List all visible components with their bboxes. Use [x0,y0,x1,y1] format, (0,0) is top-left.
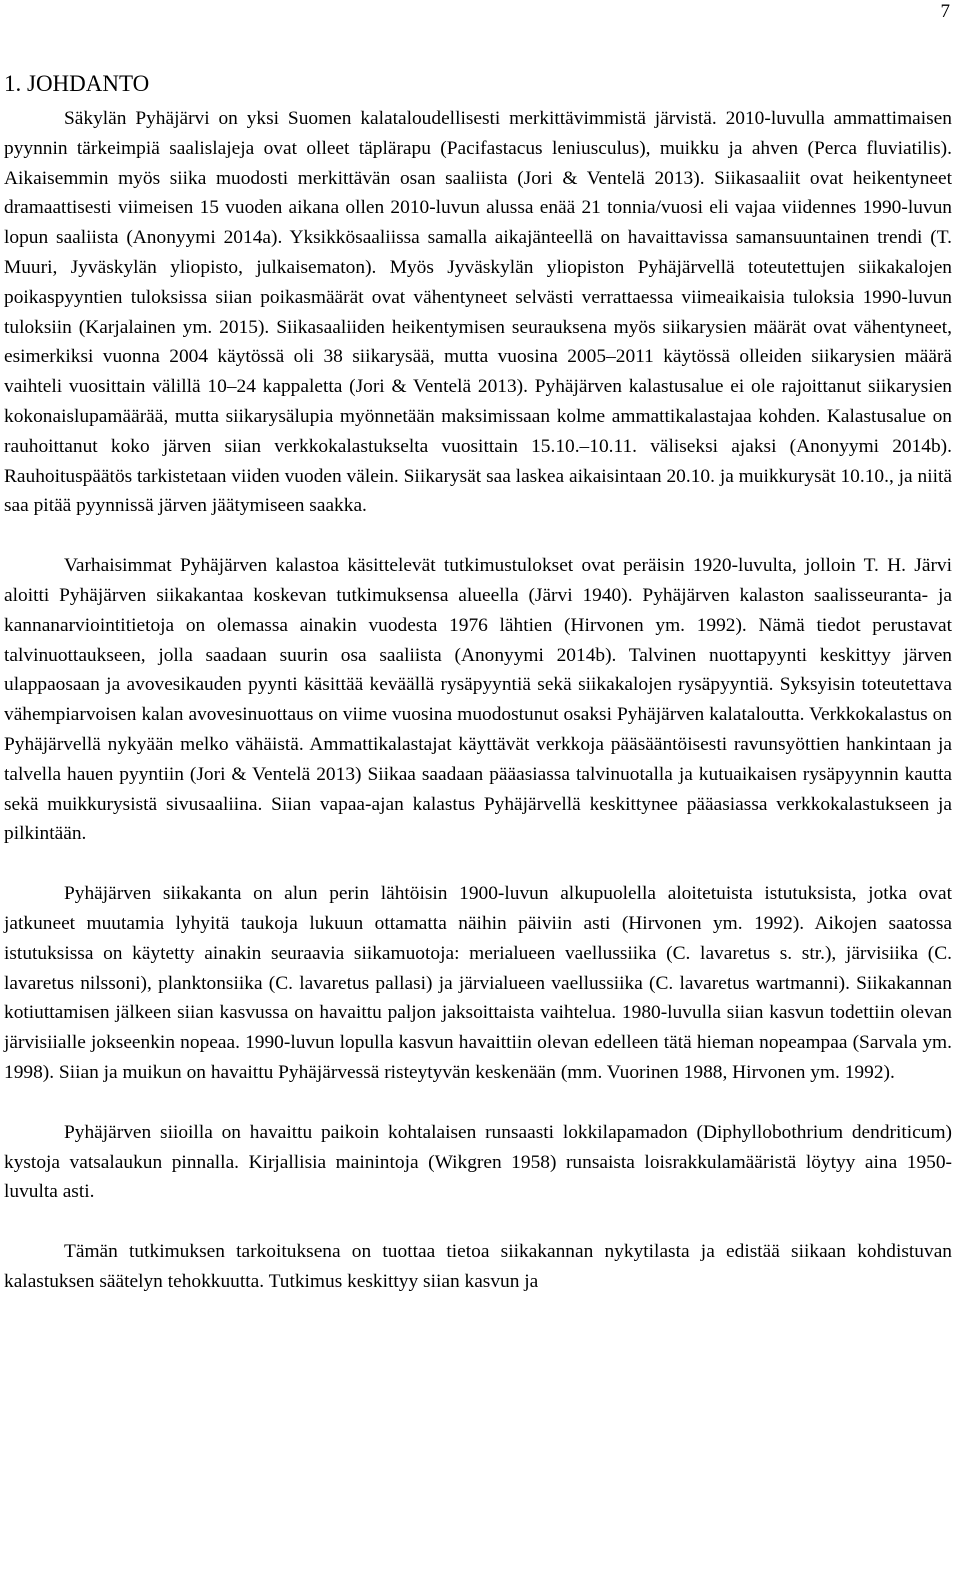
paragraph-2: Varhaisimmat Pyhäjärven kalastoa käsittelevät tutkimustulokset ovat peräisin 1920-luvulta, jolloin T. H. Järvi aloitti Pyhäjärven siikakantaa koskevan tutkimuksensa alueella (Järvi 1940). Pyhäjärven kalaston saalisseuranta- ja kannanarviointitietoja on olemassa ainakin vuodesta 1976 lähtien (Hirvonen ym. 1992). Nämä tiedot perustavat talvinuottaukseen, jolla saadaan suurin osa saaliista (Anonyymi 2014b). Talvinen nuottapyynti keskittyy järven ulappaosaan ja avovesikauden pyynti käsittää keväällä rysäpyyntiä sekä siikakalojen rysäpyyntiä. Syksyisin toteutettava vähempiarvoisen kalan avovesinuottaus on viime vuosina muodostunut osaksi Pyhäjärven kalataloutta. Verkkokalastus on Pyhäjärvellä nykyään melko vähäistä. Ammattikalastajat käyttävät verkkoja pääsääntöisesti ravunsyöttien hankintaan ja talvella hauen pyyntiin (Jori & Ventelä 2013) Siikaa saadaan pääasiassa talvinuotalla ja kutuaikaisen rysäpyynnin kautta sekä muikkurysistä sivusaaliina. Siian vapaa-ajan kalastus Pyhäjärvellä keskittynee pääasiassa verkkokalastukseen ja pilkintään. [4,555,952,845]
document-body [4,64,952,1297]
paragraph-5: Tämän tutkimuksen tarkoituksena on tuottaa tietoa siikakannan nykytilasta ja edistää siikaan kohdistuvan kalastuksen säätelyn tehokkuutta. Tutkimus keskittyy siian kasvun ja [4,1241,952,1292]
paragraph-1: Säkylän Pyhäjärvi on yksi Suomen kalataloudellisesti merkittävimmistä järvistä. 2010-luvulla ammattimaisen pyynnin tärkeimpiä saalislajeja ovat olleet täplärapu (Pacifastacus leniusculus), muikku ja ahven (Perca fluviatilis). Aikaisemmin myös siika muodosti merkittävän osan saaliista (Jori & Ventelä 2013). Siikasaaliit ovat heikentyneet dramaattisesti viimeisen 15 vuoden aikana ollen 2010-luvun alussa enää 21 tonnia/vuosi eli vajaa viidennes 1990-luvun lopun saaliista (Anonyymi 2014a). Yksikkösaaliissa samalla aikajänteellä on havaittavissa samansuuntainen trendi (T. Muuri, Jyväskylän yliopisto, julkaisematon). Myös Jyväskylän yliopiston Pyhäjärvellä toteutettujen siikakalojen poikaspyyntien tuloksissa siian poikasmäärät ovat vähentyneet selvästi verrattaessa viimeaikaisia tuloksia 1990-luvun tuloksiin (Karjalainen ym. 2015). Siikasaaliiden heikentymisen seurauksena myös siikarysien määrät ovat vähentyneet, esimerkiksi vuonna 2004 käytössä oli 38 siikarysää, mutta vuosina 2005–2011 käytössä olleiden siikarysien määrä vaihteli vuosittain välillä 10–24 kappaletta (Jori & Ventelä 2013). Pyhäjärven kalastusalue ei ole rajoittanut siikarysien kokonaislupamäärää, mutta siikarysälupia myönnetään maksimissaan kolme ammattikalastajaa kohden. Kalastusalue on rauhoittanut koko järven siian verkkokalastukselta vuosittain 15.10.–10.11. väliseksi ajaksi (Anonyymi 2014b). Rauhoituspäätös tarkistetaan viiden vuoden välein. Siikarysät saa laskea aikaisintaan 20.10. ja muikkurysät 10.10., ja niitä saa pitää pyynnissä järven jäätymiseen saakka. [4,108,952,517]
paragraph-3: Pyhäjärven siikakanta on alun perin lähtöisin 1900-luvun alkupuolella aloitetuista istutuksista, jotka ovat jatkuneet muutamia lyhyitä taukoja lukuun ottamatta näihin päiviin asti (Hirvonen ym. 1992). Aikojen saatossa istutuksissa on käytetty ainakin seuraavia siikamuotoja: merialueen vaellussiika (C. lavaretus s. str.), järvisiika (C. lavaretus nilssoni), planktonsiika (C. lavaretus pallasi) ja järvialueen vaellussiika (C. lavaretus wartmanni). Siikakannan kotiuttamisen jälkeen siian kasvussa on havaittu paljon jaksoittaista vaihtelua. 1980-luvulla siian kasvun todettiin olevan järvisiialle jokseenkin nopeaa. 1990-luvun lopulla kasvun havaittiin olevan edelleen tätä hieman nopeampaa (Sarvala ym. 1998). Siian ja muikun on havaittu Pyhäjärvessä risteytyvän keskenään (mm. Vuorinen 1988, Hirvonen ym. 1992). [4,883,952,1083]
chapter-heading: 1. JOHDANTO [4,71,150,96]
paragraph-4: Pyhäjärven siioilla on havaittu paikoin kohtalaisen runsaasti lokkilapamadon (Diphyllobothrium dendriticum) kystoja vatsalaukun pinnalla. Kirjallisia mainintoja (Wikgren 1958) runsaista loisrakkulamääristä löytyy aina 1950-luvulta asti. [4,1121,952,1203]
page-number: 7 [940,1,950,22]
